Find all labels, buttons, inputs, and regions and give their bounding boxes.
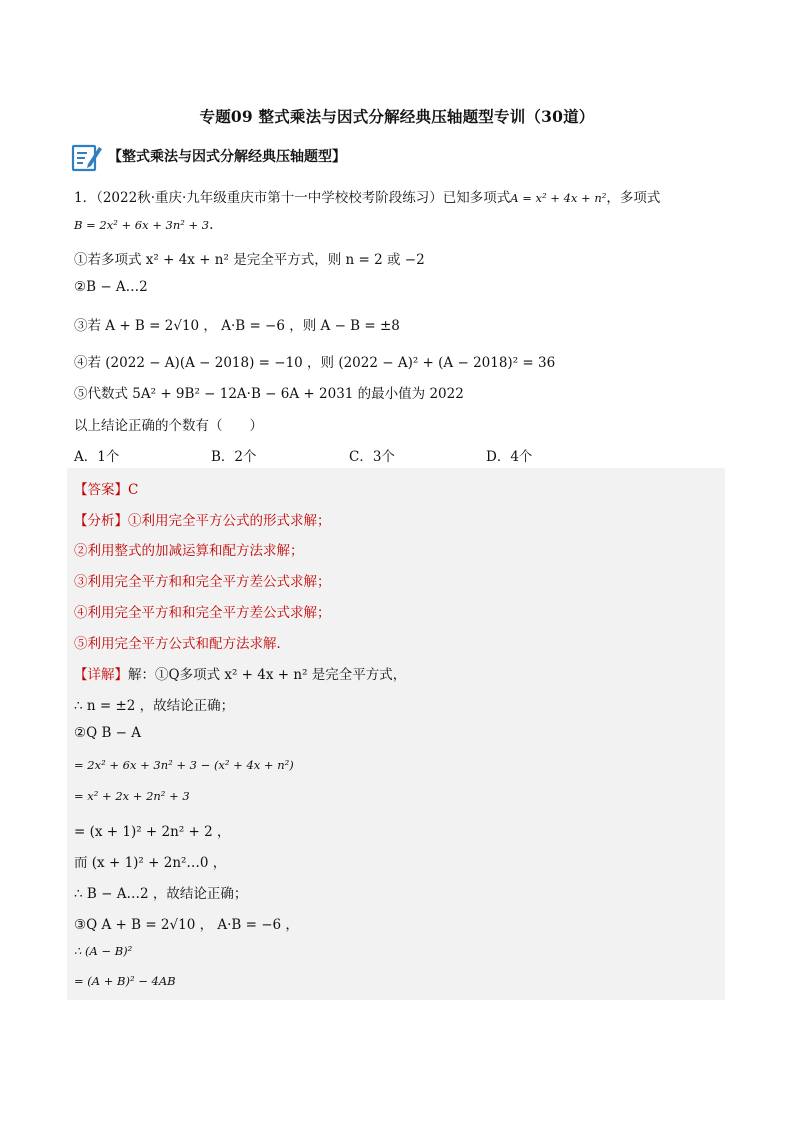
section-label: 【整式乘法与因式分解经典压轴题型】 — [108, 149, 346, 165]
question-stem-line2 — [74, 217, 213, 233]
statement-5: ⑤代数式 5A² + 9B² − 12A·B − 6A + 2031 的最小值为 2022 — [74, 386, 464, 402]
stem-prefix: 1．（2022秋·重庆·九年级重庆市第十一中学校校考阶段练习）已知多项式 — [74, 190, 511, 206]
analysis-line-2: ②利用整式的加减运算和配方法求解； — [74, 543, 304, 559]
detail-line-1: 【详解】解：①Q多项式 x² + 4x + n² 是完全平方式， — [74, 667, 407, 683]
analysis-line-1: 【分析】①利用完全平方公式的形式求解； — [74, 513, 331, 529]
detail-tag: 【详解】 — [74, 667, 128, 683]
stem-end: . — [209, 217, 214, 233]
question-prompt: 以上结论正确的个数有（ ） — [74, 418, 263, 434]
edit-note-icon — [70, 140, 104, 174]
document-title: 专题09 整式乘法与因式分解经典压轴题型专训（30道） — [199, 107, 595, 126]
stem-polynomial-b: B = 2x² + 6x + 3n² + 3 — [74, 218, 210, 232]
detail-line-11: = (A + B)² − 4AB — [74, 974, 176, 988]
answer-line — [74, 478, 138, 498]
detail-line-9: ③Q A + B = 2√10 ， A·B = −6 ， — [74, 917, 299, 933]
choice-b[interactable]: B．2个 — [211, 449, 257, 465]
detail-line-7: 而 (x + 1)² + 2n²…0 ， — [74, 855, 227, 871]
stem-mid: ，多项式 — [606, 190, 661, 206]
answer-tag: 【答案】 — [74, 482, 128, 498]
detail-line-8: ∴ B − A…2 ，故结论正确； — [74, 886, 248, 902]
detail-line-5: = x² + 2x + 2n² + 3 — [74, 789, 190, 803]
detail-line-6: = (x + 1)² + 2n² + 2 ， — [74, 824, 231, 840]
analysis-tag: 【分析】 — [74, 513, 128, 529]
statement-4: ④若 (2022 − A)(A − 2018) = −10 ，则 (2022 − A)² + (A − 2018)² = 36 — [74, 355, 556, 371]
statement-2: ②B − A…2 — [74, 279, 148, 295]
detail-line-10: ∴ (A − B)² — [74, 944, 133, 958]
analysis-line-5: ⑤利用完全平方公式和配方法求解． — [74, 636, 290, 652]
choice-d[interactable]: D．4个 — [486, 449, 533, 465]
question-stem — [74, 186, 660, 206]
analysis-line-3: ③利用完全平方和和完全平方差公式求解； — [74, 574, 331, 590]
detail-line-4: = 2x² + 6x + 3n² + 3 − (x² + 4x + n²) — [74, 758, 294, 772]
detail-line-2: ∴ n = ±2 ，故结论正确； — [74, 698, 235, 714]
answer-value: C — [128, 482, 139, 498]
choice-a[interactable]: A．1个 — [74, 449, 120, 465]
choice-c[interactable]: C．3个 — [349, 449, 395, 465]
section-header — [70, 140, 470, 174]
statement-1: ①若多项式 x² + 4x + n² 是完全平方式，则 n = 2 或 −2 — [74, 252, 425, 268]
statement-3: ③若 A + B = 2√10 ， A·B = −6 ，则 A − B = ±8 — [74, 318, 400, 334]
choices-row — [74, 445, 714, 465]
detail-line-3: ②Q B − A — [74, 725, 142, 741]
analysis-line-4: ④利用完全平方和和完全平方差公式求解； — [74, 605, 331, 621]
answer-box — [67, 468, 725, 1000]
stem-polynomial-a: A = x² + 4x + n² — [510, 191, 607, 205]
